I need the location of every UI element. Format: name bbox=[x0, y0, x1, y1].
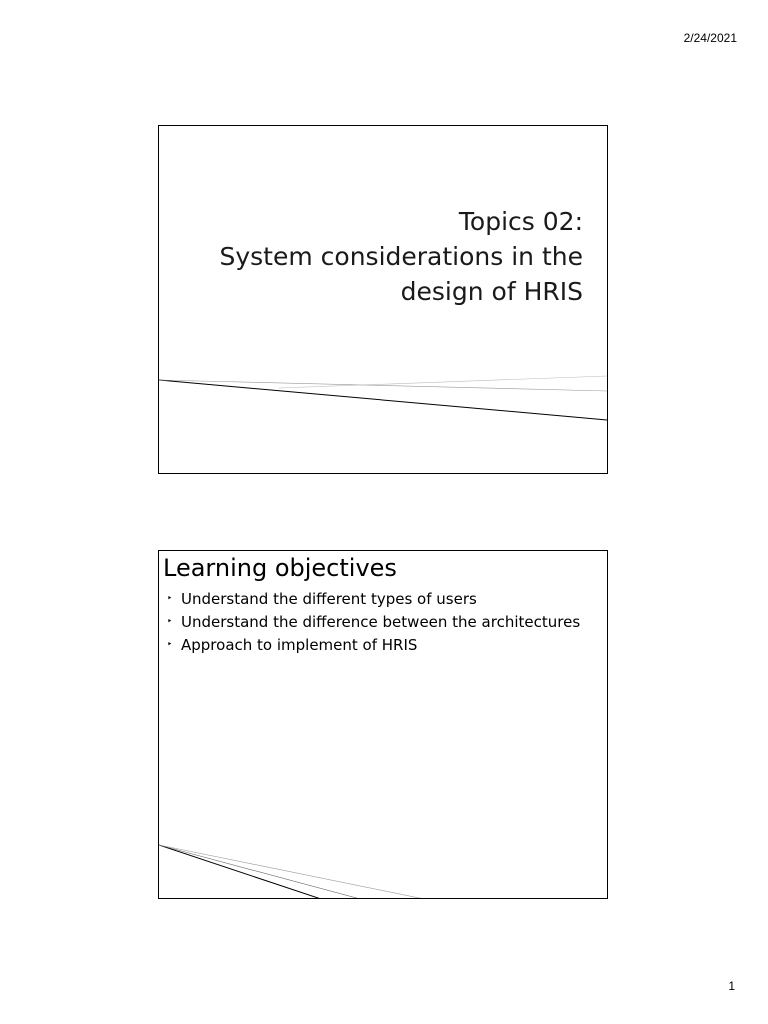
bullet-arrow-icon: ‣ bbox=[167, 594, 173, 604]
list-item-text: Approach to implement of HRIS bbox=[181, 636, 418, 654]
slide-2 bbox=[158, 550, 608, 899]
page-number: 1 bbox=[728, 979, 735, 993]
slide-1-title bbox=[219, 204, 583, 309]
list-item bbox=[167, 612, 587, 633]
page-date: 2/24/2021 bbox=[683, 31, 737, 45]
slide-1-title-line-1: Topics 02: bbox=[458, 207, 583, 236]
list-item-text: Understand the difference between the architectures bbox=[181, 613, 581, 631]
slide-1-title-line-2: System considerations in the bbox=[219, 242, 583, 271]
bullet-arrow-icon: ‣ bbox=[167, 617, 173, 627]
slide-1-title-line-3: design of HRIS bbox=[400, 277, 583, 306]
slide-1 bbox=[158, 125, 608, 474]
slide-2-heading: Learning objectives bbox=[163, 554, 397, 582]
objectives-list bbox=[167, 589, 587, 658]
bullet-arrow-icon: ‣ bbox=[167, 640, 173, 650]
list-item-text: Understand the different types of users bbox=[181, 590, 477, 608]
list-item bbox=[167, 635, 587, 656]
list-item bbox=[167, 589, 587, 610]
